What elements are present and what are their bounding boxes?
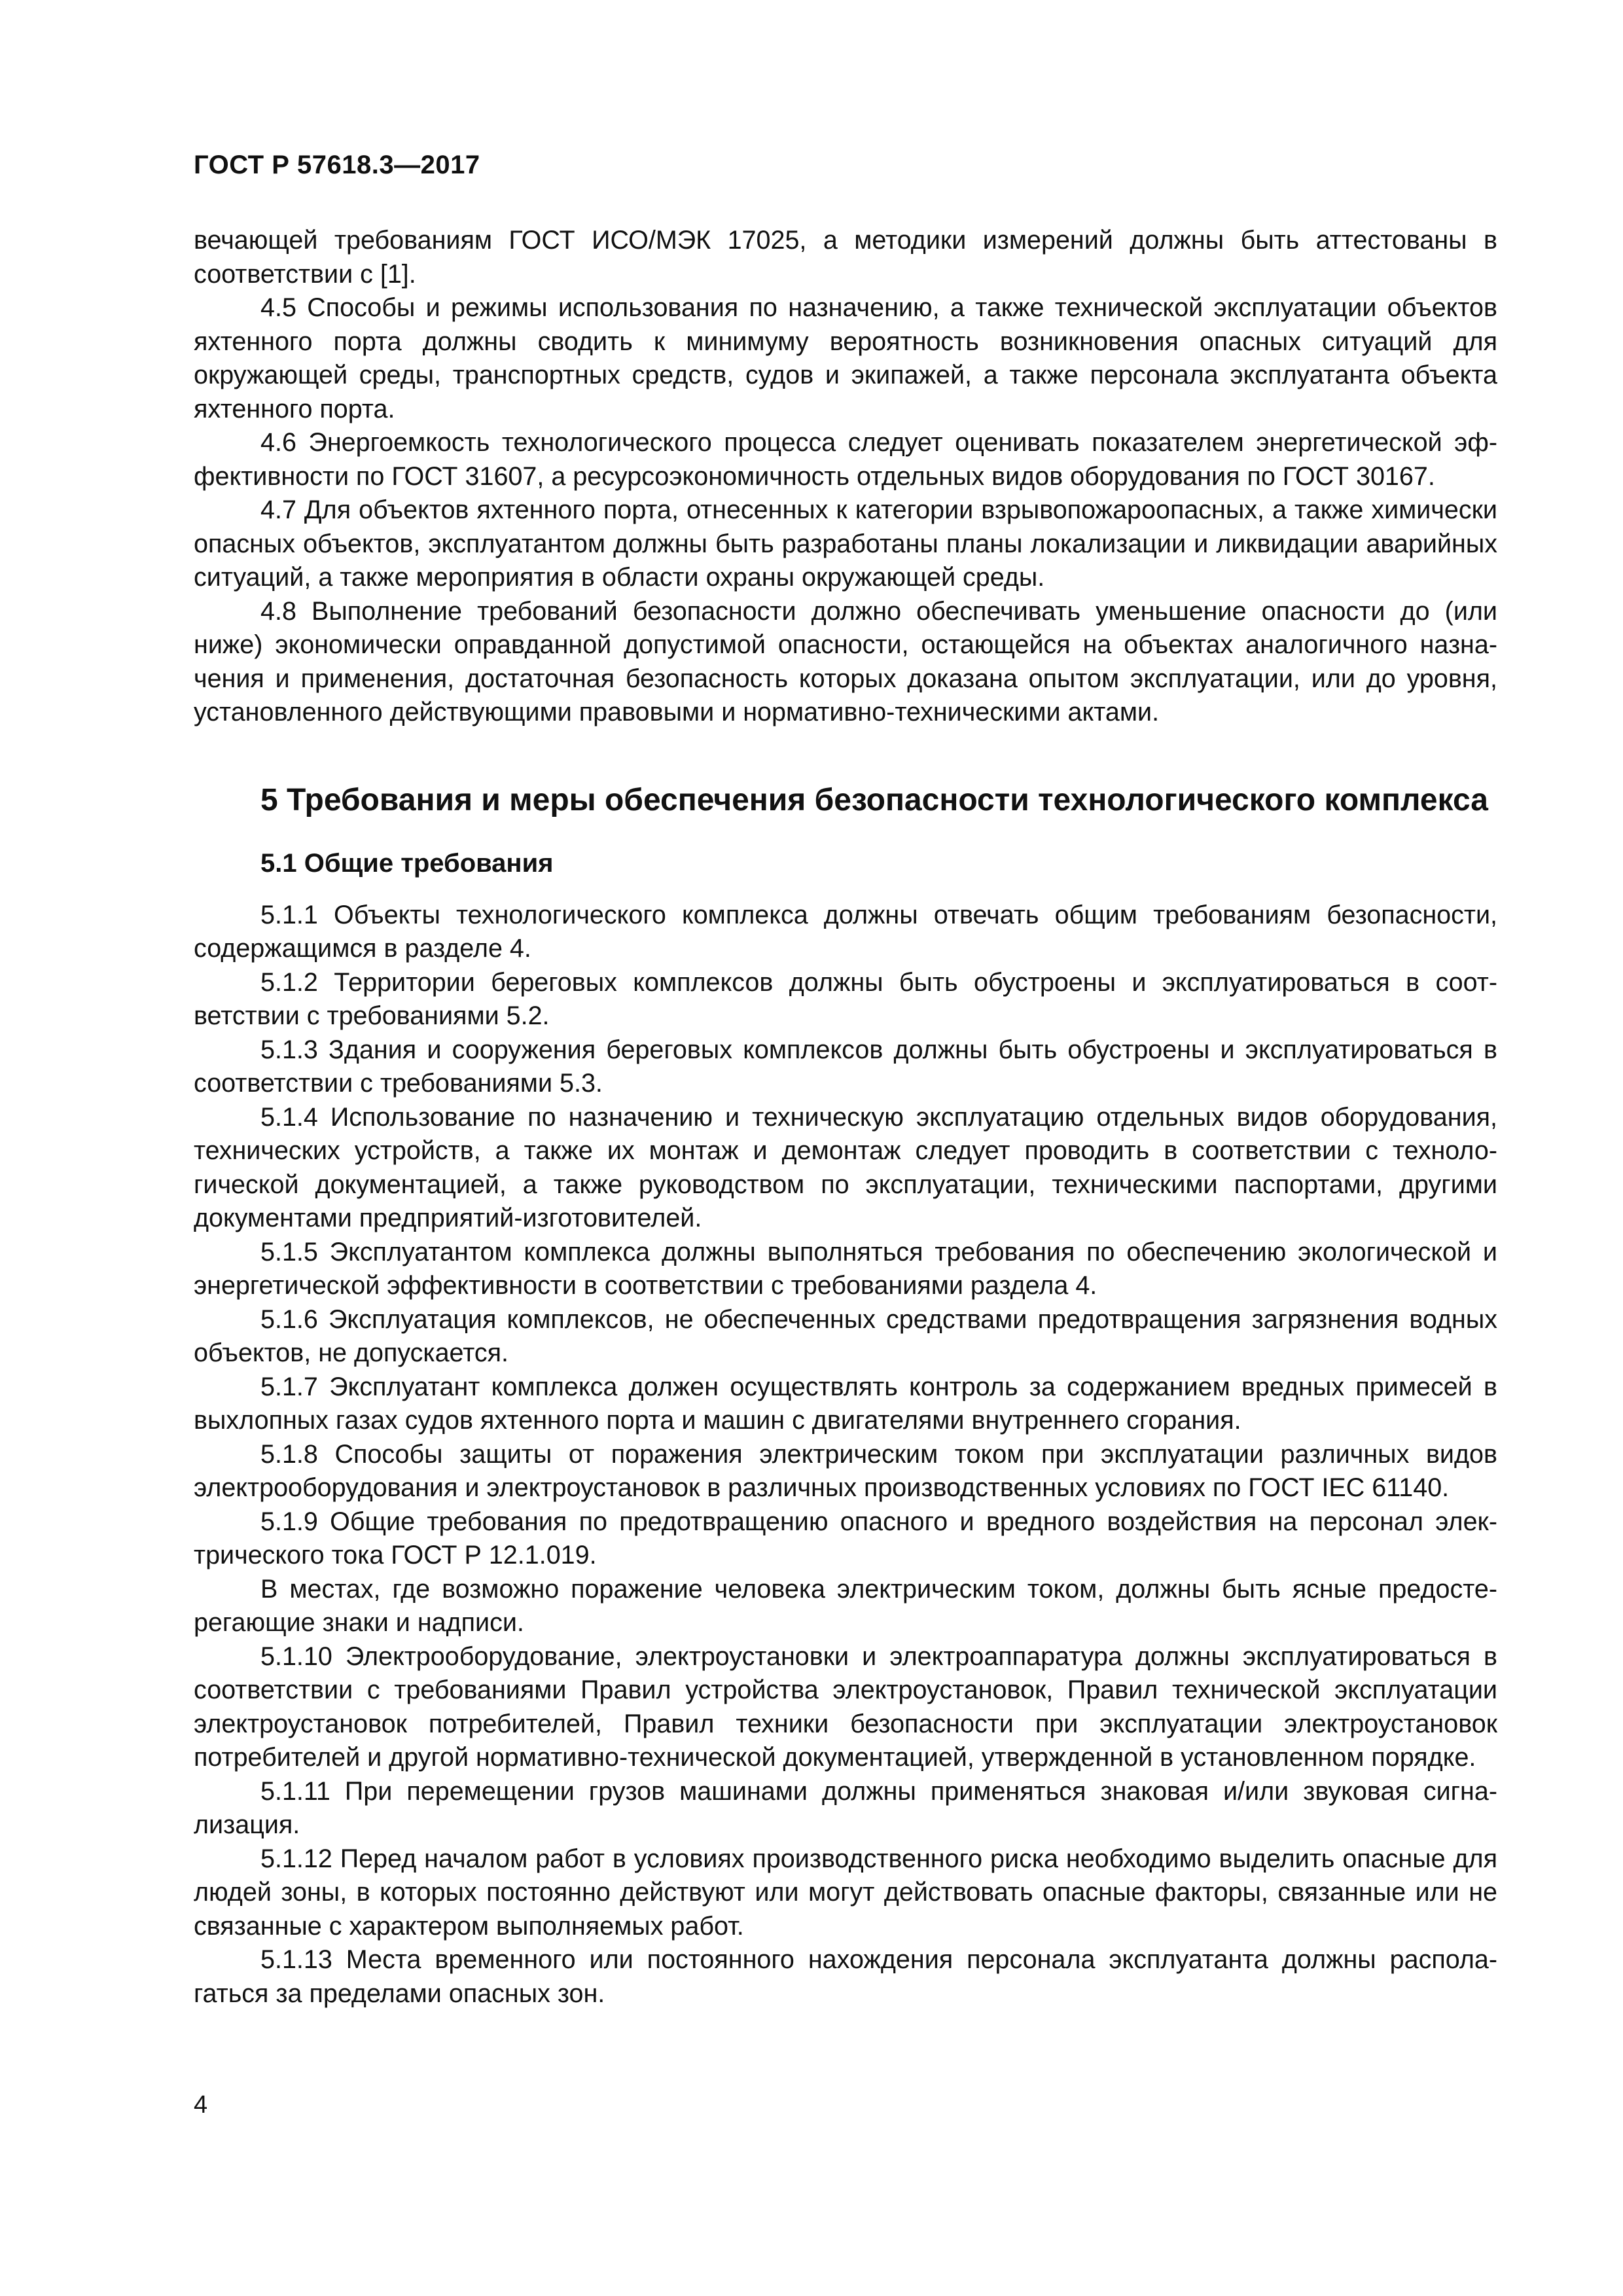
- paragraph-5-1-10: 5.1.10 Электрооборудование, электроустановки и электроаппаратура должны эксплуатироваться в соответствии с требованиями Правил устройства электроустановок, Правил технической эксплуатации электроустановок потребителей, Правил техники безопасности при эксплуатации электроустановок потребителей и другой нормативно-технической документацией, утвержденной в установленном порядке.: [194, 1641, 1497, 1772]
- paragraph-5-1-1: 5.1.1 Объекты технологического комплекса должны отвечать общим требованиям безопасности, содержащимся в разделе 4.: [194, 900, 1497, 963]
- spacer: [194, 880, 1497, 899]
- section-5-heading: 5 Требования и меры обеспечения безопасности технологического комплекса: [260, 782, 1488, 817]
- paragraph-4-5: 4.5 Способы и режимы использования по назначению, а также технической эксплуатации объектов яхтенного порта должны сводить к минимуму вероятность возникновения опасных ситуаций для окружающей среды, транспортных средств, судов и экипажей, а также персонала эксплуатанта объекта яхтенного порта.: [194, 293, 1497, 423]
- spacer: [194, 820, 1497, 846]
- paragraph-5-1-5: 5.1.5 Эксплуатантом комплекса должны выполняться требования по обеспечению экологической и энергетической эффективности в соответствии с требованиями раздела 4.: [194, 1237, 1497, 1300]
- paragraph-4-8: 4.8 Выполнение требований безопасности должно обеспечивать уменьшение опасности до (или ниже) экономически оправданной допустимой опасности, остающейся на объектах аналогичного назначения и применения, достаточная безопасность которых доказана опытом эксплуатации, или до уровня, установленного действующими правовыми и нормативно-техническими актами.: [194, 596, 1497, 726]
- subsection-5-1-heading: 5.1 Общие требования: [260, 848, 554, 878]
- paragraph-5-1-7: 5.1.7 Эксплуатант комплекса должен осуществлять контроль за содержанием вредных примесей в выхлопных газах судов яхтенного порта и машин с двигателями внутреннего сгорания.: [194, 1372, 1497, 1435]
- paragraph-5-1-8: 5.1.8 Способы защиты от поражения электрическим током при эксплуатации различных видов электрооборудования и электроустановок в различных производственных условиях по ГОСТ IEC 61140.: [194, 1439, 1497, 1502]
- paragraph-5-1-9: 5.1.9 Общие требования по предотвращению опасного и вредного воздействия на персонал электрического тока ГОСТ Р 12.1.019.: [194, 1507, 1497, 1570]
- paragraph-5-1-2: 5.1.2 Территории береговых комплексов должны быть обустроены и эксплуатироваться в соответствии с требованиями 5.2.: [194, 967, 1497, 1030]
- paragraph-5-1-4: 5.1.4 Использование по назначению и техническую эксплуатацию отдельных видов оборудования, технических устройств, а также их монтаж и демонтаж следует проводить в соответствии с технологической документацией, а также руководством по эксплуатации, техническими паспортами, другими документами предприятий-изготовителей.: [194, 1102, 1497, 1232]
- paragraph-4-6: 4.6 Энергоемкость технологического процесса следует оценивать показателем энергетической эффективности по ГОСТ 31607, а ресурсоэкономичность отдельных видов оборудования по ГОСТ 30167.: [194, 428, 1497, 491]
- paragraph-continuation: вечающей требованиям ГОСТ ИСО/МЭК 17025, а методики измерений должны быть аттестованы в соответствии с [1].: [194, 226, 1497, 289]
- paragraph-5-1-6: 5.1.6 Эксплуатация комплексов, не обеспеченных средствами предотвращения загрязнения водных объектов, не допускается.: [194, 1304, 1497, 1367]
- paragraph-5-1-9-warning-signs: В местах, где возможно поражение человека электрическим током, должны быть ясные предостерегающие знаки и надписи.: [194, 1574, 1497, 1637]
- paragraph-5-1-12: 5.1.12 Перед началом работ в условиях производственного риска необходимо выделить опасные для людей зоны, в которых постоянно действуют или могут действовать опасные факторы, связанные или не связанные с характером выполняемых работ.: [194, 1844, 1497, 1941]
- paragraph-5-1-3: 5.1.3 Здания и сооружения береговых комплексов должны быть обустроены и эксплуатироваться в соответствии с требованиями 5.3.: [194, 1035, 1497, 1098]
- page-number: 4: [194, 2091, 208, 2119]
- document-header: ГОСТ Р 57618.3—2017: [194, 151, 480, 179]
- paragraph-4-7: 4.7 Для объектов яхтенного порта, отнесенных к категории взрывопожароопасных, а также химически опасных объектов, эксплуатантом должны быть разработаны планы локализации и ликвидации аварийных ситуаций, а также мероприятия в области охраны окружающей среды.: [194, 495, 1497, 592]
- paragraph-5-1-13: 5.1.13 Места временного или постоянного нахождения персонала эксплуатанта должны располагаться за пределами опасных зон.: [194, 1945, 1497, 2008]
- page-body: [194, 224, 1497, 2011]
- paragraph-5-1-11: 5.1.11 При перемещении грузов машинами должны применяться знаковая и/или звуковая сигнализация.: [194, 1776, 1497, 1839]
- spacer: [194, 730, 1497, 781]
